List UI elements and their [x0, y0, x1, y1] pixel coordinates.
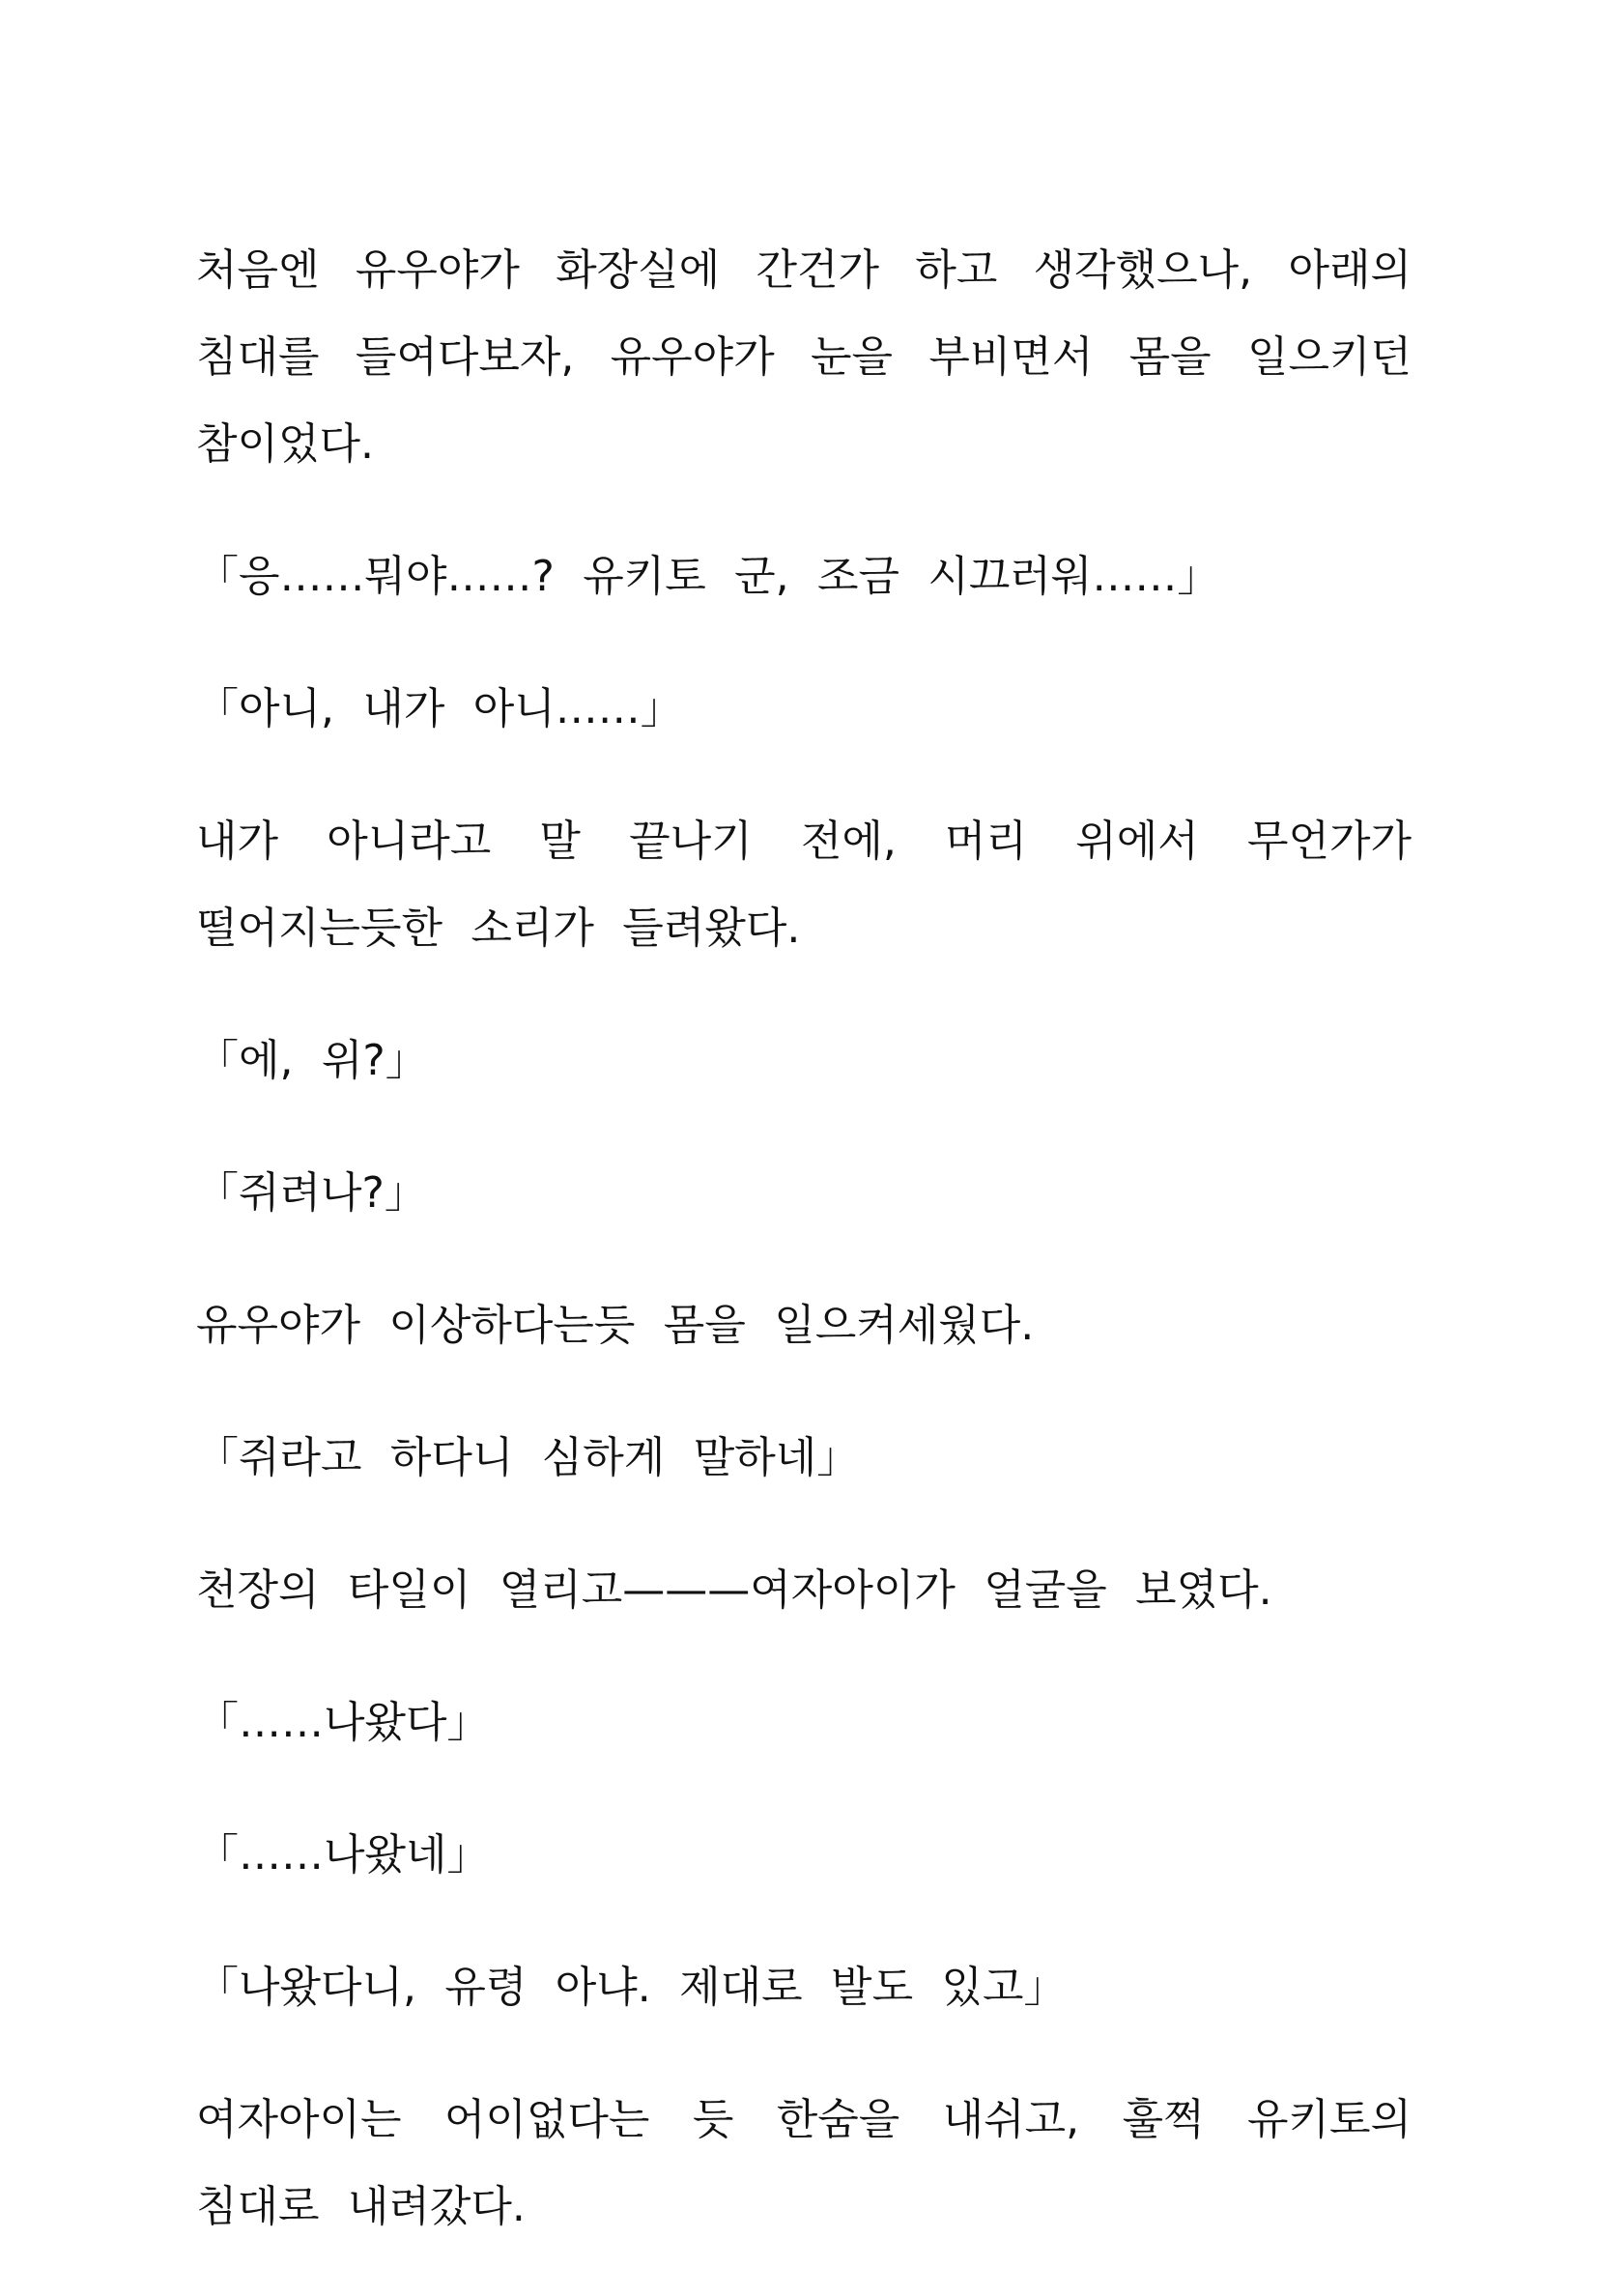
dialogue-line: 「……나왔다」 [196, 1698, 490, 1747]
document-body [196, 227, 1412, 2296]
dialogue-line: 「아니, 내가 아니……」 [196, 684, 683, 733]
dialogue-line: 「나왔다니, 유령 아냐. 제대로 발도 있고」 [196, 1963, 1067, 2012]
dialogue-line: 「쥐려나?」 [196, 1168, 427, 1218]
dialogue-line: 「응……뭐야……? 유키토 군, 조금 시끄러워……」 [196, 552, 1220, 601]
paragraph: 유우야가 이상하다는듯 몸을 일으켜세웠다. [196, 1301, 1035, 1350]
paragraph: 천장의 타일이 열리고———여자아이가 얼굴을 보였다. [196, 1565, 1272, 1615]
paragraph: 내가 아니라고 말 끝나기 전에, 머리 위에서 무언가가 떨어지는듯한 소리가 들려왔다. [196, 817, 1412, 953]
dialogue-line: 「에, 위?」 [196, 1036, 428, 1085]
paragraph: 여자아이는 어이없다는 듯 한숨을 내쉬고, 훌쩍 유키토의 침대로 내려갔다. [196, 2095, 1412, 2231]
paragraph: 처음엔 유우야가 화장실에 간건가 하고 생각했으나, 아래의 침대를 들여다보자, 유우야가 눈을 부비면서 몸을 일으키던 참이었다. [196, 245, 1412, 469]
dialogue-line: 「쥐라고 하다니 심하게 말하네」 [196, 1433, 860, 1482]
dialogue-line: 「……나왔네」 [196, 1830, 490, 1880]
